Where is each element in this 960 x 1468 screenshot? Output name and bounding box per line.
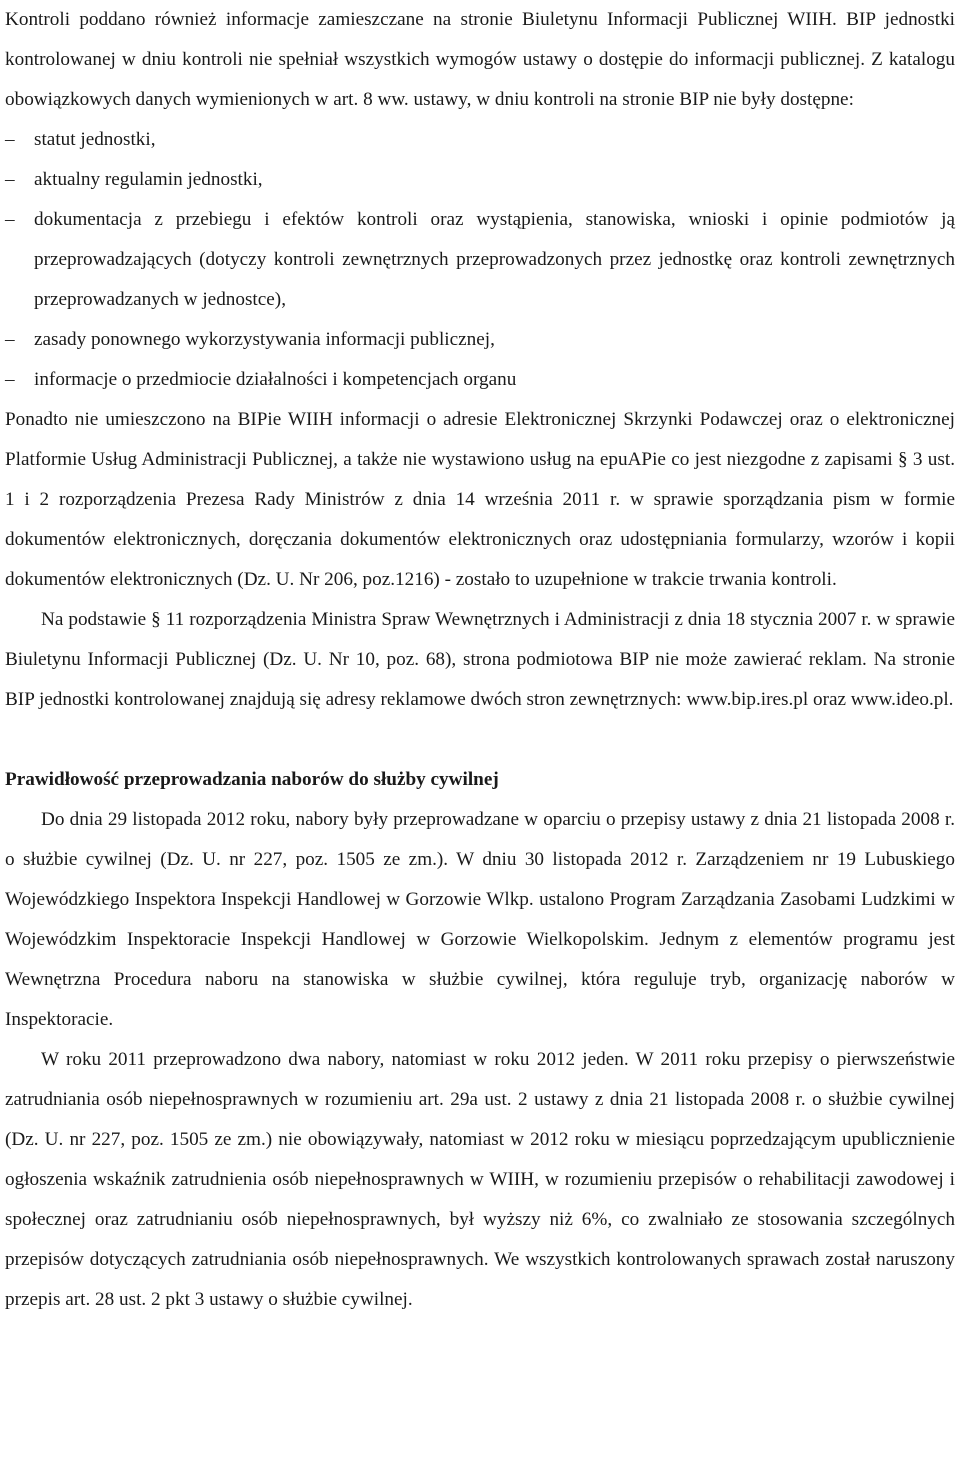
missing-item-3 — [5, 200, 955, 320]
missing-item-text: zasady ponownego wykorzystywania informacji publicznej, — [34, 329, 495, 350]
intro-paragraph: Kontroli poddano również informacje zamieszczane na stronie Biuletynu Informacji Publicznej WIIH. BIP jednostki kontrolowanej w dniu kontroli nie spełniał wszystkich wymogów ustawy o dostępie do informacji publicznej. Z katalogu obowiązkowych danych wymienionych w art. 8 ww. ustawy, w dniu kontroli na stronie BIP nie były dostępne: — [5, 9, 955, 110]
document-page — [5, 0, 955, 1320]
dash-bullet: – — [5, 329, 15, 350]
missing-item-5 — [5, 360, 955, 400]
missing-item-4 — [5, 320, 955, 360]
advertising-paragraph: Na podstawie § 11 rozporządzenia Ministra Spraw Wewnętrznych i Administracji z dnia 18 stycznia 2007 r. w sprawie Biuletynu Informacji Publicznej (Dz. U. Nr 10, poz. 68), strona podmiotowa BIP nie może zawierać reklam. Na stronie BIP jednostki kontrolowanej znajdują się adresy reklamowe dwóch stron zewnętrznych: www.bip.ires.pl oraz www.ideo.pl. — [5, 609, 955, 710]
epuap-paragraph: Ponadto nie umieszczono na BIPie WIIH informacji o adresie Elektronicznej Skrzynki Podawczej oraz o elektronicznej Platformie Usług Administracji Publicznej, a także nie wystawiono usług na epuAPie co jest niezgodne z zapisami § 3 ust. 1 i 2 rozporządzenia Prezesa Rady Ministrów z dnia 14 września 2011 r. w sprawie sporządzania pism w formie dokumentów elektronicznych, doręczania dokumentów elektronicznych oraz udostępniania formularzy, wzorów i kopii dokumentów elektronicznych (Dz. U. Nr 206, poz.1216) - zostało to uzupełnione w trakcie trwania kontroli. — [5, 409, 955, 590]
missing-item-text: dokumentacja z przebiegu i efektów kontroli oraz wystąpienia, stanowiska, wnioski i opinie podmiotów ją przeprowadzających (dotyczy kontroli zewnętrznych przeprowadzonych przez jednostkę oraz kontroli zewnętrznych przeprowadzanych w jednostce), — [34, 209, 955, 310]
dash-bullet: – — [5, 129, 15, 150]
recruitment-paragraph-2: W roku 2011 przeprowadzono dwa nabory, natomiast w roku 2012 jeden. W 2011 roku przepisy o pierwszeństwie zatrudniania osób niepełnosprawnych w rozumieniu art. 29a ust. 2 ustawy z dnia 21 listopada 2008 r. o służbie cywilnej (Dz. U. nr 227, poz. 1505 ze zm.) nie obowiązywały, natomiast w 2012 roku w miesiącu poprzedzającym upublicznienie ogłoszenia wskaźnik zatrudnienia osób niepełnosprawnych w WIIH, w rozumieniu przepisów o rehabilitacji zawodowej i społecznej oraz zatrudnianiu osób niepełnosprawnych, był wyższy niż 6%, co zwalniało ze stosowania szczególnych przepisów dotyczących zatrudniania osób niepełnosprawnych. We wszystkich kontrolowanych sprawach został naruszony przepis art. 28 ust. 2 pkt 3 ustawy o służbie cywilnej. — [5, 1049, 955, 1310]
missing-item-2 — [5, 160, 955, 200]
section-gap — [5, 720, 955, 760]
recruitment-paragraph-1: Do dnia 29 listopada 2012 roku, nabory były przeprowadzane w oparciu o przepisy ustawy z dnia 21 listopada 2008 r. o służbie cywilnej (Dz. U. nr 227, poz. 1505 ze zm.). W dniu 30 listopada 2012 r. Zarządzeniem nr 19 Lubuskiego Wojewódzkiego Inspektora Inspekcji Handlowej w Gorzowie Wlkp. ustalono Program Zarządzania Zasobami Ludzkimi w Wojewódzkim Inspektoracie Inspekcji Handlowej w Gorzowie Wielkopolskim. Jednym z elementów programu jest Wewnętrzna Procedura naboru na stanowiska w służbie cywilnej, która reguluje tryb, organizację naborów w Inspektoracie. — [5, 809, 955, 1030]
missing-item-text: aktualny regulamin jednostki, — [34, 169, 263, 190]
dash-bullet: – — [5, 369, 15, 390]
missing-item-text: informacje o przedmiocie działalności i kompetencjach organu — [34, 369, 517, 390]
section-heading: Prawidłowość przeprowadzania naborów do służby cywilnej — [5, 769, 499, 790]
dash-bullet: – — [5, 169, 15, 190]
missing-item-1 — [5, 120, 955, 160]
dash-bullet: – — [5, 209, 15, 230]
missing-item-text: statut jednostki, — [34, 129, 156, 150]
